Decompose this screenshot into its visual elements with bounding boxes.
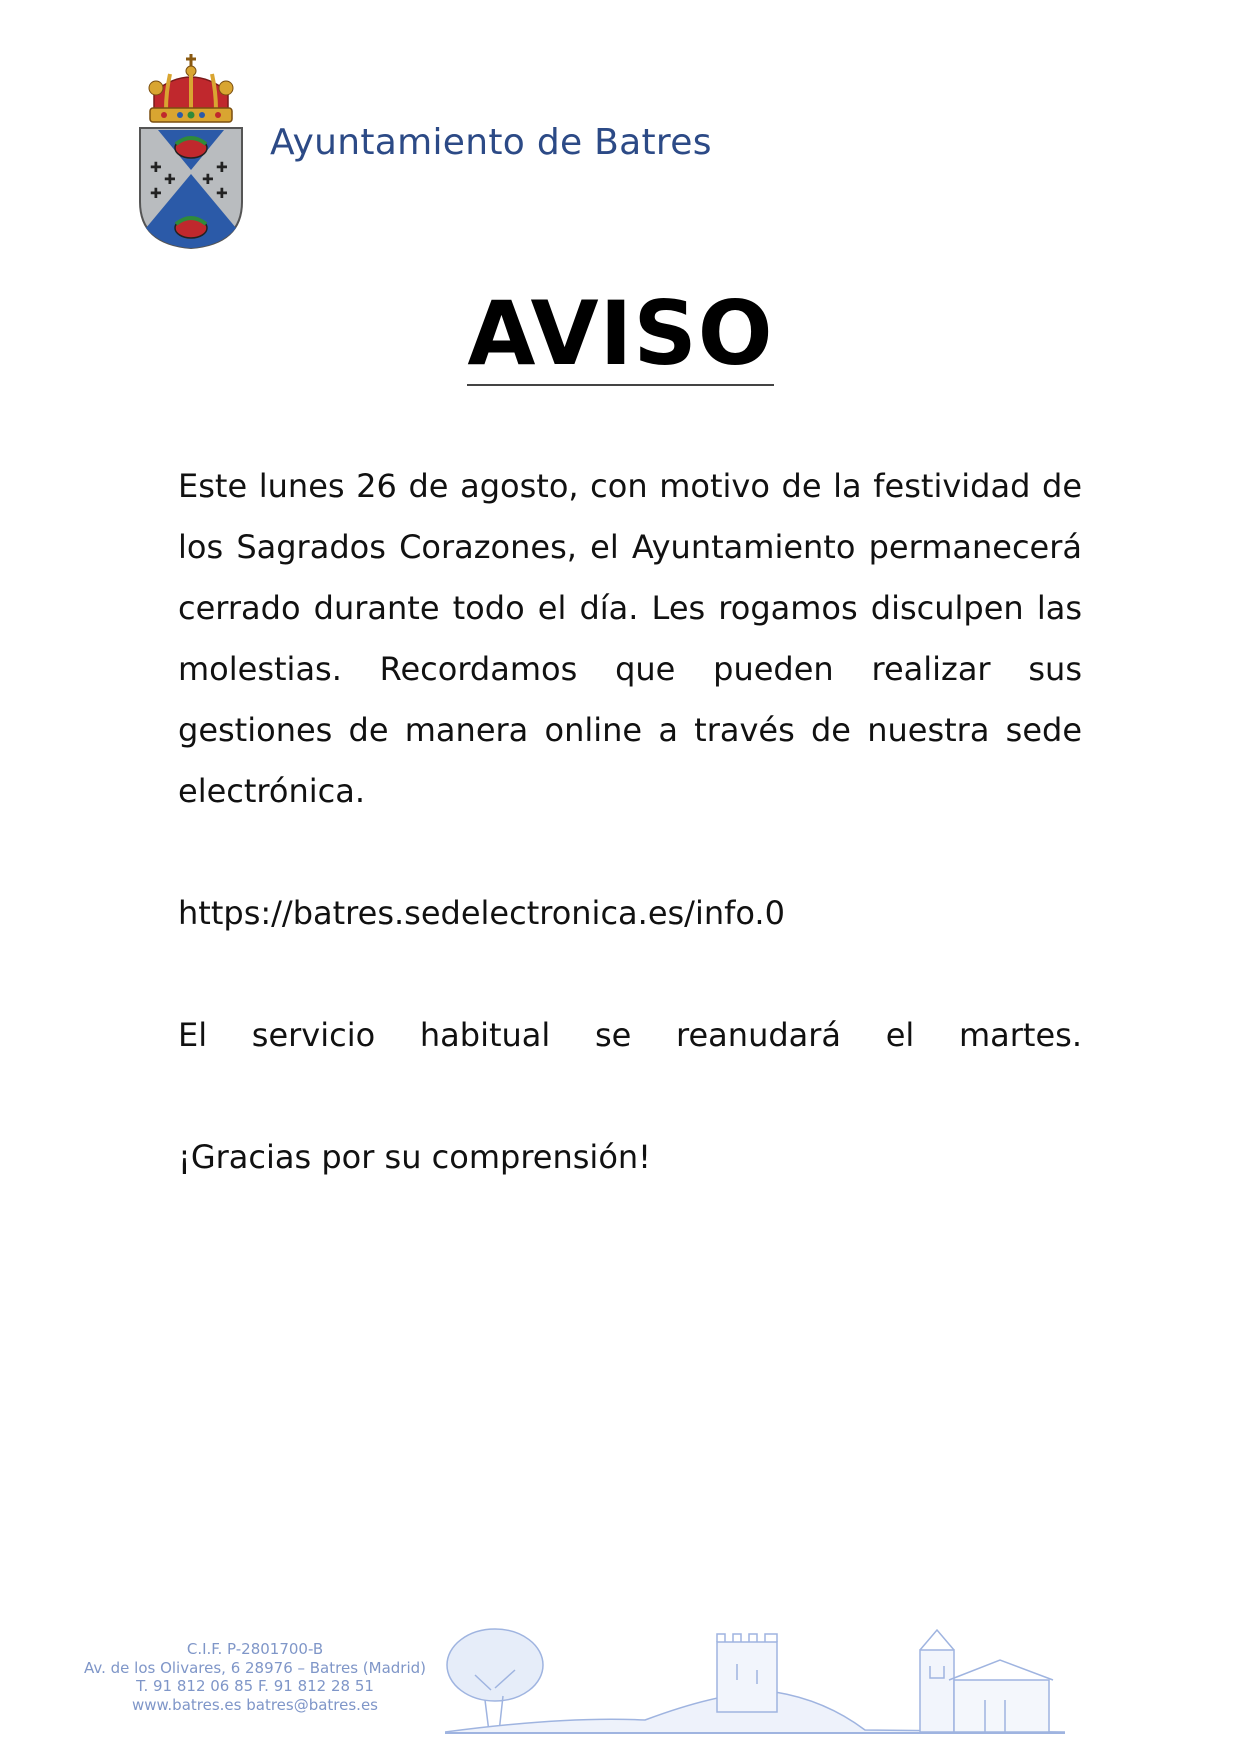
svg-text:✚: ✚ (202, 172, 214, 188)
sede-electronica-link[interactable]: https://batres.sedelectronica.es/info.0 (178, 894, 785, 932)
coat-of-arms-icon (136, 52, 246, 252)
spacer (178, 1066, 1082, 1127)
resume-notice: El servicio habitual se reanudará el martes. (178, 1016, 1082, 1054)
svg-text:✚: ✚ (216, 160, 228, 176)
footer-web-email[interactable]: www.batres.es batres@batres.es (131, 1695, 378, 1714)
svg-text:✚: ✚ (164, 172, 176, 188)
svg-text:✚: ✚ (216, 186, 228, 202)
notice-body (178, 456, 1082, 1188)
spacer (178, 822, 1082, 883)
footer-cif: C.I.F. P-2801700-B (186, 1640, 324, 1658)
page-title-wrapper (0, 282, 1241, 386)
footer-phones: T. 91 812 06 85 F. 91 812 28 51 (136, 1677, 374, 1695)
footer-contact (60, 1640, 450, 1714)
notice-paragraph: Este lunes 26 de agosto, con motivo de la festividad de los Sagrados Corazones, el Ayuntamiento permanecerá cerrado durante todo el día. Les rogamos disculpen las molestias. Recordamos que pueden realizar sus gestiones de manera online a través de nuestra sede electrónica. (178, 467, 1082, 810)
svg-text:✚: ✚ (150, 186, 162, 202)
village-landscape-icon (445, 1620, 1065, 1735)
organization-name: Ayuntamiento de Batres (270, 122, 712, 163)
footer-address: Av. de los Olivares, 6 28976 – Batres (Madrid) (84, 1658, 426, 1677)
spacer (178, 944, 1082, 1005)
page-title: AVISO (467, 282, 774, 385)
thanks-message: ¡Gracias por su comprensión! (178, 1138, 651, 1176)
svg-text:✚: ✚ (150, 160, 162, 176)
